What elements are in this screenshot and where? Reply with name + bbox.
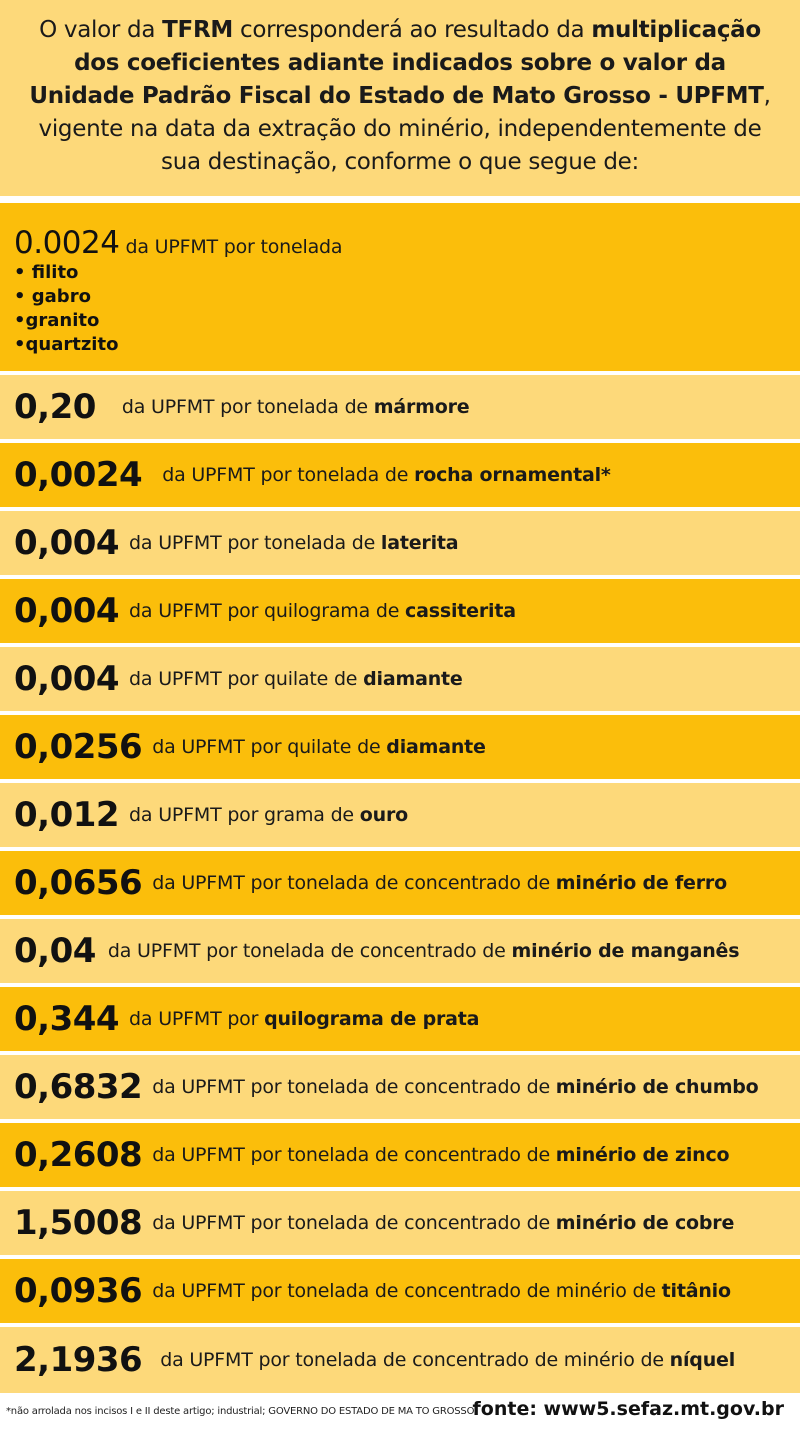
- source-credit: fonte: www5.sefaz.mt.gov.br: [472, 1398, 784, 1420]
- first-line: [14, 225, 342, 261]
- coefficient-description: [152, 872, 727, 894]
- coefficient-value: 0,012: [14, 795, 120, 835]
- description-text: da UPFMT por tonelada de: [129, 532, 381, 554]
- coefficient-value: 0,0656: [14, 863, 143, 903]
- coefficient-description: [129, 804, 408, 826]
- mineral-name: diamante: [386, 736, 486, 758]
- coefficient-description: [152, 1280, 731, 1302]
- coefficient-row: [0, 375, 800, 439]
- description-text: da UPFMT por tonelada de concentrado de: [152, 1144, 556, 1166]
- coefficient-row: [0, 851, 800, 915]
- coefficient-row: [0, 647, 800, 711]
- list-item: • gabro: [14, 286, 91, 307]
- coefficient-description: [152, 1212, 734, 1234]
- footnote: *não arrolada nos incisos I e II deste artigo; industrial; GOVERNO DO ESTADO DE MA TO GROSSO: [6, 1406, 475, 1417]
- coefficient-value: 0,004: [14, 523, 120, 563]
- mineral-name: minério de cobre: [555, 1212, 735, 1234]
- coefficient-value: 0,004: [14, 591, 120, 631]
- intro-tfrm: TFRM: [162, 17, 233, 43]
- coefficient-value: 0,04: [14, 931, 96, 971]
- list-item: •granito: [14, 310, 100, 331]
- coefficient-row: [0, 715, 800, 779]
- mineral-name: mármore: [373, 396, 470, 418]
- coefficient-row: [0, 579, 800, 643]
- description-text: da UPFMT por quilate de: [129, 668, 364, 690]
- mineral-name: cassiterita: [405, 600, 516, 622]
- coefficient-description: [129, 668, 463, 690]
- description-text: da UPFMT por: [129, 1008, 265, 1030]
- coefficient-description: [152, 1076, 758, 1098]
- intro-text-1: O valor da: [39, 17, 163, 43]
- coefficient-value: 0,0256: [14, 727, 143, 767]
- list-item: •quartzito: [14, 334, 119, 355]
- coefficient-description: [162, 464, 610, 486]
- list-item: • filito: [14, 262, 79, 283]
- coefficient-description: [152, 736, 486, 758]
- mineral-name: ouro: [359, 804, 408, 826]
- coefficient-value: 0,004: [14, 659, 120, 699]
- description-text: da UPFMT por quilograma de: [129, 600, 406, 622]
- description-text: da UPFMT por tonelada de concentrado de minério de: [160, 1349, 670, 1371]
- coefficient-description: [152, 1144, 729, 1166]
- mineral-name: minério de zinco: [555, 1144, 730, 1166]
- description-text: da UPFMT por tonelada de: [121, 396, 374, 418]
- coefficient-value: 0,344: [14, 999, 120, 1039]
- coefficient-value: 0,20: [14, 387, 96, 427]
- coefficient-value: 0,2608: [14, 1135, 143, 1175]
- coefficient-value: 1,5008: [14, 1203, 143, 1243]
- coefficient-row: [0, 919, 800, 983]
- coefficient-row-first: [0, 203, 800, 371]
- coefficient-row: [0, 511, 800, 575]
- mineral-name: titânio: [661, 1280, 731, 1302]
- description-text: da UPFMT por tonelada de concentrado de minério de: [152, 1280, 662, 1302]
- coefficient-row: [0, 1123, 800, 1187]
- description-text: da UPFMT por tonelada de concentrado de: [152, 1076, 556, 1098]
- coefficient-description: [129, 1008, 479, 1030]
- mineral-name: minério de ferro: [555, 872, 727, 894]
- description-text: da UPFMT por tonelada de concentrado de: [107, 940, 512, 962]
- mineral-name: laterita: [380, 532, 459, 554]
- coefficient-description: [160, 1349, 735, 1371]
- coefficient-row: [0, 1055, 800, 1119]
- coefficient-row: [0, 987, 800, 1051]
- rock-list: [14, 261, 118, 357]
- description-text: da UPFMT por grama de: [129, 804, 360, 826]
- mineral-name: rocha ornamental*: [414, 464, 611, 486]
- mineral-name: minério de chumbo: [555, 1076, 759, 1098]
- coefficient-value: 0,0936: [14, 1271, 143, 1311]
- coefficient-row: [0, 1191, 800, 1255]
- coefficient-row: [0, 1327, 800, 1393]
- intro-bold-upfmt: multiplicação dos coeficientes adiante indicados sobre o valor da Unidade Padrão Fiscal do Estado de Mato Grosso - UPFMT: [29, 17, 764, 109]
- coefficient-description: [129, 532, 458, 554]
- coefficient-description: [108, 940, 739, 962]
- coefficient-row: [0, 1259, 800, 1323]
- coefficient-value: 0,6832: [14, 1067, 143, 1107]
- coefficient-row: [0, 783, 800, 847]
- intro-text-3: , vigente na data da extração do minério, independentemente de sua destinação, conforme o que segue de:: [38, 83, 771, 175]
- description-text: da UPFMT por quilate de: [152, 736, 387, 758]
- mineral-name: diamante: [363, 668, 463, 690]
- coefficient-description: [122, 396, 470, 418]
- header-intro: [0, 0, 800, 196]
- description-text: da UPFMT por tonelada de concentrado de: [152, 872, 556, 894]
- coefficient-value: 0,0024: [14, 455, 143, 495]
- description-text: da UPFMT por tonelada de: [162, 464, 415, 486]
- coefficient-row: [0, 443, 800, 507]
- coefficient-description: [129, 600, 516, 622]
- intro-text-2: corresponderá ao resultado da: [232, 17, 592, 43]
- mineral-name: quilograma de prata: [264, 1008, 480, 1030]
- description-text: da UPFMT por tonelada de concentrado de: [152, 1212, 556, 1234]
- coefficient-description: da UPFMT por tonelada: [125, 236, 343, 258]
- coefficient-value: 0.0024: [14, 225, 120, 261]
- mineral-name: minério de manganês: [511, 940, 740, 962]
- mineral-name: níquel: [669, 1349, 736, 1371]
- coefficient-value: 2,1936: [14, 1340, 143, 1380]
